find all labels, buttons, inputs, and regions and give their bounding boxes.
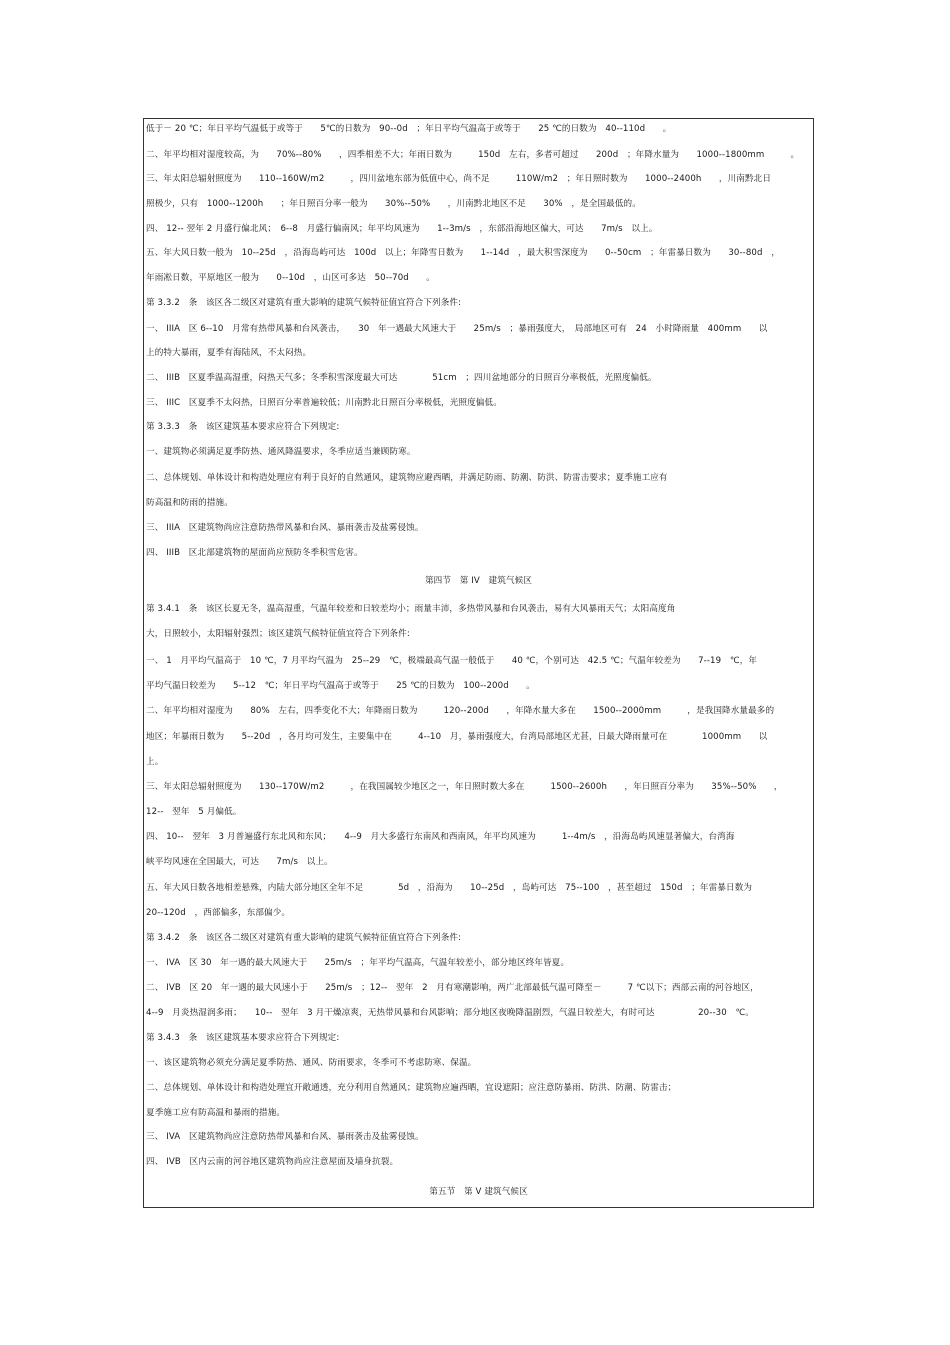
- text-line: 地区；年暴雨日数为 5--20d ，各月均可发生，主要集中在 4--10 月，暴雨强度大，台湾局部地区尤甚，日最大降雨量可在 1000mm 以: [146, 732, 768, 742]
- text-line: 12-- 翌年 5 月偏低。: [146, 807, 242, 817]
- text-line: 峡平均风速在全国最大，可达 7m/s 以上。: [146, 857, 333, 867]
- text-line: 一、建筑物必须满足夏季防热、通风降温要求，冬季应适当兼顾防寒。: [146, 447, 416, 457]
- text-line: 大，日照较小，太阳辐射强烈；该区建筑气候特征值宜符合下列条件:: [146, 629, 410, 639]
- text-line: 二、总体规划、单体设计和构造处理宜开敞通透，充分利用自然通风；建筑物应遍西晒，宜设遮阳；应注意防暴雨、防洪、防潮、防雷击；: [146, 1083, 677, 1093]
- text-line: 上。: [146, 757, 164, 767]
- text-line: 二、总体规划、单体设计和构造处理应有利于良好的自然通风，建筑物应避西晒，并满足防雨、防潮、防洪、防雷击要求；夏季施工应有: [146, 473, 668, 483]
- text-line: 年雨凇日数，平原地区一般为 0--10d ，山区可多达 50--70d 。: [146, 273, 435, 283]
- text-line: 四、 10-- 翌年 3 月普遍盛行东北风和东风； 4--9 月大多盛行东南风和西南风，年平均风速为 1--4m/s ，沿海岛屿风速显著偏大，台湾海: [146, 832, 735, 842]
- text-line: 四、 IIIB 区北部建筑物的屋面尚应预防冬季积雪危害。: [146, 548, 363, 558]
- clause-heading: 第 3.3.3 条 该区建筑基本要求应符合下列规定:: [146, 422, 340, 432]
- clause-heading: 第 3.3.2 条 该区各二级区对建筑有重大影响的建筑气候特征值宜符合下列条件:: [146, 298, 462, 308]
- text-line: 五、年大风日数各地相差悬殊，内陆大部分地区全年不足 5d ，沿海为 10--25d ，岛屿可达 75--100 ，甚至超过 150d ；年雷暴日数为: [146, 883, 753, 893]
- text-line: 平均气温日较差为 5--12 ℃；年日平均气温高于或等于 25 ℃的日数为 100--200d 。: [146, 681, 535, 691]
- clause-heading: 第 3.4.2 条 该区各二级区对建筑有重大影响的建筑气候特征值宜符合下列条件:: [146, 933, 462, 943]
- text-line: 低于－ 20 ℃；年日平均气温低于或等于 5℃的日数为 90--0d ；年日平均气温高于或等于 25 ℃的日数为 40--110d 。: [146, 124, 672, 134]
- document-frame: [143, 118, 814, 1208]
- text-line: 五、年大风日数一般为 10--25d ，沿海岛屿可达 100d 以上；年降雪日数为 1--14d ，最大积雪深度为 0--50cm ；年雷暴日数为 30--80d ，: [146, 248, 780, 258]
- text-line: 三、年太阳总辐射照度为 130--170W/m2 ，在我国属较少地区之一，年日照时数大多在 1500--2600h ，年日照百分率为 35%--50% ，: [146, 782, 783, 792]
- text-line: 二、 IIIB 区夏季温高湿重，闷热天气多；冬季积雪深度最大可达 51cm ；四川盆地部分的日照百分率极低，光照度偏低。: [146, 373, 657, 383]
- text-line: 夏季施工应有防高温和暴雨的措施。: [146, 1108, 286, 1118]
- text-line: 二、年平均相对湿度较高，为 70%--80% ，四季相差不大；年雨日数为 150d 左右，多者可超过 200d ；年降水量为 1000--1800mm 。: [146, 150, 800, 160]
- text-line: 一、 1 月平均气温高于 10 ℃，7 月平均气温为 25--29 ℃，极端最高气温一般低于 40 ℃，个别可达 42.5 ℃；气温年较差为 7--19 ℃，年: [146, 656, 758, 666]
- text-line: 上的特大暴雨，夏季有海陆风，不太闷热。: [146, 348, 312, 358]
- text-line: 一、该区建筑物必须充分满足夏季防热、通风、防雨要求，冬季可不考虑防寒、保温。: [146, 1058, 477, 1068]
- text-line: 照极少，只有 1000--1200h ；年日照百分率一般为 30%--50% ，川南黔北地区不足 30% ，是全国最低的。: [146, 199, 641, 209]
- text-line: 四、 IVB 区内云南的河谷地区建筑物尚应注意屋面及墙身抗裂。: [146, 1157, 399, 1167]
- text-line: 三、 IIIC 区夏季不太闷热，日照百分率普遍较低；川南黔北日照百分率极低，光照度偏低。: [146, 398, 502, 408]
- text-line: 防高温和防雨的措施。: [146, 498, 233, 508]
- text-line: 四、 12-- 翌年 2 月盛行偏北风； 6--8 月盛行偏南风；年平均风速为 1--3m/s ，东部沿海地区偏大，可达 7m/s 以上。: [146, 224, 658, 234]
- text-line: 二、 IVB 区 20 年一遇的最大风速小于 25m/s ；12-- 翌年 2 月有寒潮影响，两广北部最低气温可降至－ 7 ℃以下；西部云南的河谷地区，: [146, 983, 759, 993]
- text-line: 一、 IVA 区 30 年一遇的最大风速大于 25m/s ；年平均气温高，气温年较差小，部分地区终年皆夏。: [146, 958, 570, 968]
- text-line: 4--9 月炎热湿润多雨； 10-- 翌年 3 月干燥凉爽，无热带风暴和台风影响；部分地区夜晚降温剧烈，气温日较差大，有时可达 20--30 ℃。: [146, 1008, 754, 1018]
- clause-heading: 第 3.4.1 条 该区长夏无冬，温高湿重，气温年较差和日较差均小；雨量丰沛，多热带风暴和台风袭击，易有大风暴雨天气；太阳高度角: [146, 604, 676, 614]
- clause-heading: 第 3.4.3 条 该区建筑基本要求应符合下列规定:: [146, 1033, 340, 1043]
- text-line: 20--120d ，西部偏多，东部偏少。: [146, 908, 291, 918]
- text-line: 二、年平均相对湿度为 80% 左右，四季变化不大；年降雨日数为 120--200d ，年降水量大多在 1500--2000mm ，是我国降水量最多的: [146, 706, 775, 716]
- text-line: 三、 IIIA 区建筑物尚应注意防热带风暴和台风、暴雨袭击及盐雾侵蚀。: [146, 523, 424, 533]
- section-heading: 第四节 第 IV 建筑气候区: [424, 576, 533, 586]
- section-heading: 第五节 第 V 建筑气候区: [429, 1187, 528, 1197]
- text-line: 三、 IVA 区建筑物尚应注意防热带风暴和台风、暴雨袭击及盐雾侵蚀。: [146, 1132, 424, 1142]
- text-line: 三、年太阳总辐射照度为 110--160W/m2 ，四川盆地东部为低值中心，尚不足 110W/m2 ；年日照时数为 1000--2400h ，川南黔北日: [146, 174, 772, 184]
- text-line: 一、 IIIA 区 6--10 月常有热带风暴和台风袭击， 30 年一遇最大风速大于 25m/s ；暴雨强度大， 局部地区可有 24 小时降雨量 400mm 以: [146, 324, 768, 334]
